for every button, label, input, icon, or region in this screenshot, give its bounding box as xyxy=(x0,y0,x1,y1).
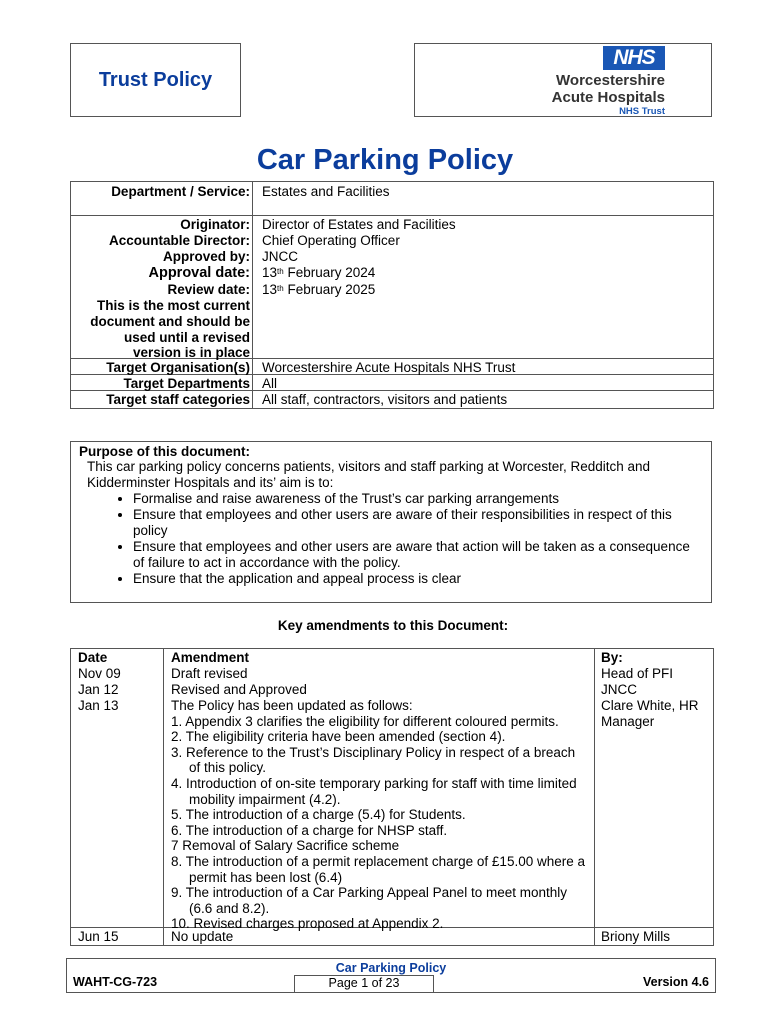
row-amendment: No update xyxy=(171,929,234,944)
approved-by-label: Approved by: xyxy=(162,249,250,264)
key-amendments-title: Key amendments to this Document: xyxy=(277,618,509,633)
org-name-line3: NHS Trust xyxy=(619,106,665,117)
row-divider xyxy=(71,215,713,216)
purpose-bullet-list xyxy=(109,491,703,587)
row-by: Briony Mills xyxy=(601,929,671,944)
amendment-item-list xyxy=(171,714,586,932)
amendment-item: 3. Reference to the Trust’s Disciplinary Policy in respect of a breach of this policy. xyxy=(171,744,576,776)
originator-label: Originator: xyxy=(180,217,250,232)
current-note-line2: document and should be xyxy=(90,314,250,329)
current-note-line1: This is the most current xyxy=(96,298,250,313)
row-by: JNCC xyxy=(601,682,637,697)
amendment-item: 4. Introduction of on-site temporary parking for staff with time limited mobility impairment (4.2). xyxy=(171,775,577,807)
footer-doc-title: Car Parking Policy xyxy=(335,961,447,975)
trust-policy-label: Trust Policy xyxy=(98,68,213,91)
amendment-item: 5. The introduction of a charge (5.4) for Students. xyxy=(171,807,466,823)
target-departments-label: Target Departments xyxy=(123,376,250,391)
amendment-item: 8. The introduction of a permit replacement charge of £15.00 where a permit has been lost (6.4) xyxy=(171,853,585,885)
org-name-line1: Worcestershire xyxy=(556,72,665,89)
purpose-heading: Purpose of this document: xyxy=(79,444,251,459)
row-by: Clare White, HR Manager xyxy=(601,698,699,729)
review-date-value: 13th February 2025 xyxy=(262,282,376,297)
row-date: Jan 12 xyxy=(78,682,119,697)
purpose-bullet: • Formalise and raise awareness of the Trust’s car parking arrangements xyxy=(133,491,703,507)
purpose-bullet: • Ensure that employees and other users are aware that action will be taken as a consequence of failure to act in accordance with the policy. xyxy=(133,539,703,571)
review-date-label: Review date: xyxy=(167,282,250,297)
target-staff-value: All staff, contractors, visitors and patients xyxy=(262,392,508,407)
accountable-director-label: Accountable Director: xyxy=(108,233,250,248)
current-note-line3: used until a revised xyxy=(123,330,250,345)
target-organisation-value: Worcestershire Acute Hospitals NHS Trust xyxy=(262,360,516,375)
column-divider xyxy=(163,649,164,945)
department-label: Department / Service: xyxy=(111,184,250,199)
footer-version: Version 4.6 xyxy=(642,975,709,989)
header-by: By: xyxy=(601,650,623,665)
trust-policy-box xyxy=(70,43,241,117)
row-date: Jan 13 xyxy=(78,698,119,713)
purpose-bullet: • Ensure that the application and appeal process is clear xyxy=(133,571,703,587)
amendments-table xyxy=(70,648,714,946)
target-departments-value: All xyxy=(262,376,278,391)
footer-doc-code: WAHT-CG-723 xyxy=(73,975,158,989)
purpose-bullet: • Ensure that employees and other users are aware of their responsibilities in respect of this policy xyxy=(133,507,703,539)
department-value: Estates and Facilities xyxy=(262,184,390,199)
policy-details-table xyxy=(70,181,714,409)
purpose-box xyxy=(70,441,712,603)
row-amendment xyxy=(171,698,586,932)
amendment-intro: The Policy has been updated as follows: xyxy=(171,698,413,713)
purpose-intro: This car parking policy concerns patients, visitors and staff parking at Worcester, Redditch and Kidderminster Hospitals and its’ aim is to: xyxy=(87,459,651,490)
current-note-line4: version is in place xyxy=(132,345,250,360)
amendment-item: 7 Removal of Salary Sacrifice scheme xyxy=(171,838,400,854)
approval-date-label: Approval date: xyxy=(148,265,250,281)
document-title: Car Parking Policy xyxy=(256,144,514,176)
page-footer xyxy=(66,958,716,993)
accountable-director-value: Chief Operating Officer xyxy=(262,233,400,248)
row-amendment: Revised and Approved xyxy=(171,682,307,697)
row-by: Head of PFI xyxy=(601,666,674,681)
amendment-item: 1. Appendix 3 clarifies the eligibility for different coloured permits. xyxy=(171,713,559,729)
target-staff-label: Target staff categories xyxy=(106,392,250,407)
row-date: Nov 09 xyxy=(78,666,121,681)
row-amendment: Draft revised xyxy=(171,666,248,681)
column-divider xyxy=(594,649,595,945)
amendment-item: 10. Revised charges proposed at Appendix 2. xyxy=(171,916,444,932)
header-date: Date xyxy=(78,650,108,665)
amendment-item: 6. The introduction of a charge for NHSP staff. xyxy=(171,822,448,838)
org-name-line2: Acute Hospitals xyxy=(551,89,665,106)
approval-date-value: 13th February 2024 xyxy=(262,265,376,280)
nhs-logo-box xyxy=(414,43,712,117)
amendment-item: 9. The introduction of a Car Parking Appeal Panel to meet monthly (6.6 and 8.2). xyxy=(171,885,567,916)
row-date: Jun 15 xyxy=(78,929,119,944)
originator-value: Director of Estates and Facilities xyxy=(262,217,456,232)
approved-by-value: JNCC xyxy=(262,249,298,264)
amendment-item: 2. The eligibility criteria have been amended (section 4). xyxy=(171,729,506,745)
footer-page-number: Page 1 of 23 xyxy=(294,975,434,992)
nhs-logo: NHS xyxy=(603,46,665,70)
target-organisation-label: Target Organisation(s) xyxy=(106,360,250,375)
document-header xyxy=(70,43,712,117)
header-amendment: Amendment xyxy=(171,650,250,665)
